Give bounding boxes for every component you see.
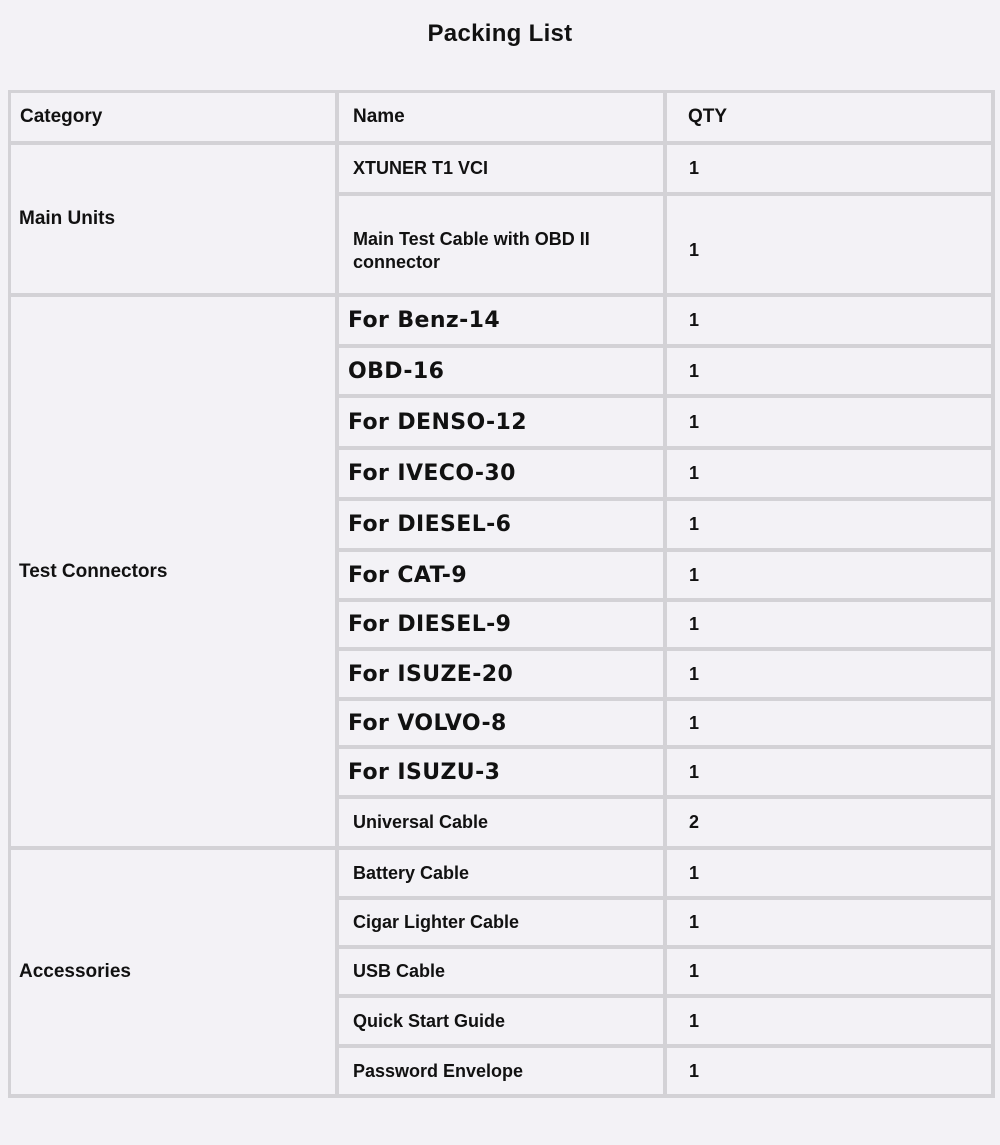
item-name: For DIESEL-9	[339, 602, 667, 651]
item-qty: 1	[667, 602, 995, 651]
item-name: OBD-16	[339, 348, 667, 398]
item-qty: 1	[667, 749, 995, 799]
item-qty: 1	[667, 297, 995, 348]
item-qty: 1	[667, 998, 995, 1048]
item-name: For ISUZE-20	[339, 651, 667, 701]
item-name: For DIESEL-6	[339, 501, 667, 552]
header-name: Name	[339, 93, 667, 145]
item-name: USB Cable	[339, 949, 667, 998]
table-row	[11, 297, 995, 348]
item-qty: 2	[667, 799, 995, 850]
item-name: For VOLVO-8	[339, 701, 667, 749]
item-name: Cigar Lighter Cable	[339, 900, 667, 949]
table-header-row	[11, 93, 995, 145]
item-qty: 1	[667, 501, 995, 552]
item-qty: 1	[667, 398, 995, 450]
item-qty: 1	[667, 949, 995, 998]
item-qty: 1	[667, 196, 995, 297]
item-qty: 1	[667, 145, 995, 196]
item-name: Main Test Cable with OBD II connector	[339, 196, 667, 297]
category-cell: Test Connectors	[11, 297, 339, 850]
item-name: For DENSO-12	[339, 398, 667, 450]
item-name: For IVECO-30	[339, 450, 667, 501]
item-name: Quick Start Guide	[339, 998, 667, 1048]
category-cell: Main Units	[11, 145, 339, 297]
item-qty: 1	[667, 900, 995, 949]
packing-list-table	[8, 90, 995, 1098]
item-qty: 1	[667, 552, 995, 602]
item-name: Password Envelope	[339, 1048, 667, 1098]
category-cell: Accessories	[11, 850, 339, 1098]
item-qty: 1	[667, 450, 995, 501]
header-qty: QTY	[667, 93, 995, 145]
item-name: For CAT-9	[339, 552, 667, 602]
item-name: For Benz-14	[339, 297, 667, 348]
item-qty: 1	[667, 701, 995, 749]
item-qty: 1	[667, 651, 995, 701]
item-name: Battery Cable	[339, 850, 667, 900]
item-qty: 1	[667, 348, 995, 398]
item-qty: 1	[667, 1048, 995, 1098]
item-name: XTUNER T1 VCI	[339, 145, 667, 196]
item-name: Universal Cable	[339, 799, 667, 850]
table-row	[11, 850, 995, 900]
item-qty: 1	[667, 850, 995, 900]
item-name: For ISUZU-3	[339, 749, 667, 799]
table-row	[11, 145, 995, 196]
header-category: Category	[11, 93, 339, 145]
page-title: Packing List	[427, 20, 573, 47]
